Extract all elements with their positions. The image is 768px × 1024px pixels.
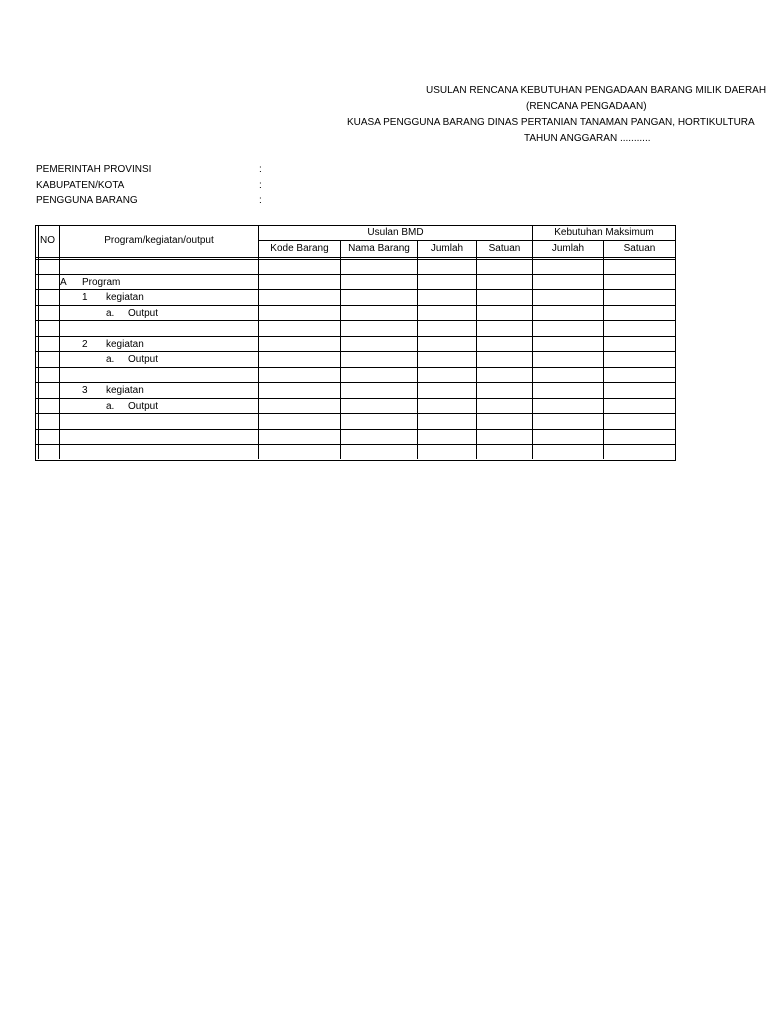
header-divider-line — [259, 240, 675, 241]
row-line — [36, 336, 675, 337]
col-line — [476, 241, 477, 459]
header-kebutuhan-maksimum: Kebutuhan Maksimum — [554, 227, 654, 238]
header-satuan-kebutuhan: Satuan — [623, 243, 656, 254]
row-kegiatan-label: kegiatan — [106, 385, 144, 396]
row-output-marker: a. — [106, 401, 115, 412]
header-nama-barang: Nama Barang — [348, 243, 410, 254]
row-output-label: Output — [128, 308, 159, 319]
row-line — [36, 305, 675, 306]
col-line — [258, 226, 259, 459]
title-line-4: TAHUN ANGGARAN ........... — [524, 133, 651, 144]
row-output-label: Output — [128, 401, 159, 412]
row-line — [36, 289, 675, 290]
row-line — [36, 382, 675, 383]
row-output-label: Output — [128, 354, 159, 365]
info-label-pengguna: PENGGUNA BARANG — [36, 195, 138, 206]
col-line — [59, 226, 60, 459]
row-line — [36, 398, 675, 399]
document-title-block — [300, 84, 767, 148]
header-usulan-bmd: Usulan BMD — [367, 227, 424, 238]
header-no: NO — [40, 235, 55, 246]
row-letter: A — [60, 277, 67, 288]
header-jumlah-usulan: Jumlah — [430, 243, 464, 254]
col-line — [532, 226, 533, 459]
header-program: Program/kegiatan/output — [104, 235, 214, 246]
row-kegiatan-number: 1 — [82, 292, 88, 303]
info-colon-provinsi: : — [259, 164, 262, 175]
title-line-1: USULAN RENCANA KEBUTUHAN PENGADAAN BARANG MILIK DAERAH — [426, 85, 767, 96]
col-line — [603, 241, 604, 459]
title-line-3: KUASA PENGGUNA BARANG DINAS PERTANIAN TANAMAN PANGAN, HORTIKULTURA — [347, 117, 755, 128]
header-jumlah-kebutuhan: Jumlah — [551, 243, 585, 254]
col-line-double — [38, 226, 39, 459]
header-bottom-line-double — [36, 259, 675, 260]
row-output-marker: a. — [106, 308, 115, 319]
row-program-label: Program — [82, 277, 121, 288]
rencana-pengadaan-table — [35, 225, 676, 461]
info-colon-kabupaten: : — [259, 180, 262, 191]
title-line-2: (RENCANA PENGADAAN) — [526, 101, 647, 112]
row-line — [36, 274, 675, 275]
header-bottom-line — [36, 257, 675, 258]
header-satuan-usulan: Satuan — [488, 243, 521, 254]
info-label-kabupaten: KABUPATEN/KOTA — [36, 180, 125, 191]
col-line — [417, 241, 418, 459]
row-output-marker: a. — [106, 354, 115, 365]
row-kegiatan-number: 3 — [82, 385, 88, 396]
row-kegiatan-label: kegiatan — [106, 292, 144, 303]
row-line — [36, 367, 675, 368]
header-kode-barang: Kode Barang — [270, 243, 329, 254]
info-colon-pengguna: : — [259, 195, 262, 206]
row-kegiatan-label: kegiatan — [106, 339, 144, 350]
row-line — [36, 444, 675, 445]
row-kegiatan-number: 2 — [82, 339, 88, 350]
info-label-provinsi: PEMERINTAH PROVINSI — [36, 164, 152, 175]
col-line — [340, 241, 341, 459]
row-line — [36, 429, 675, 430]
